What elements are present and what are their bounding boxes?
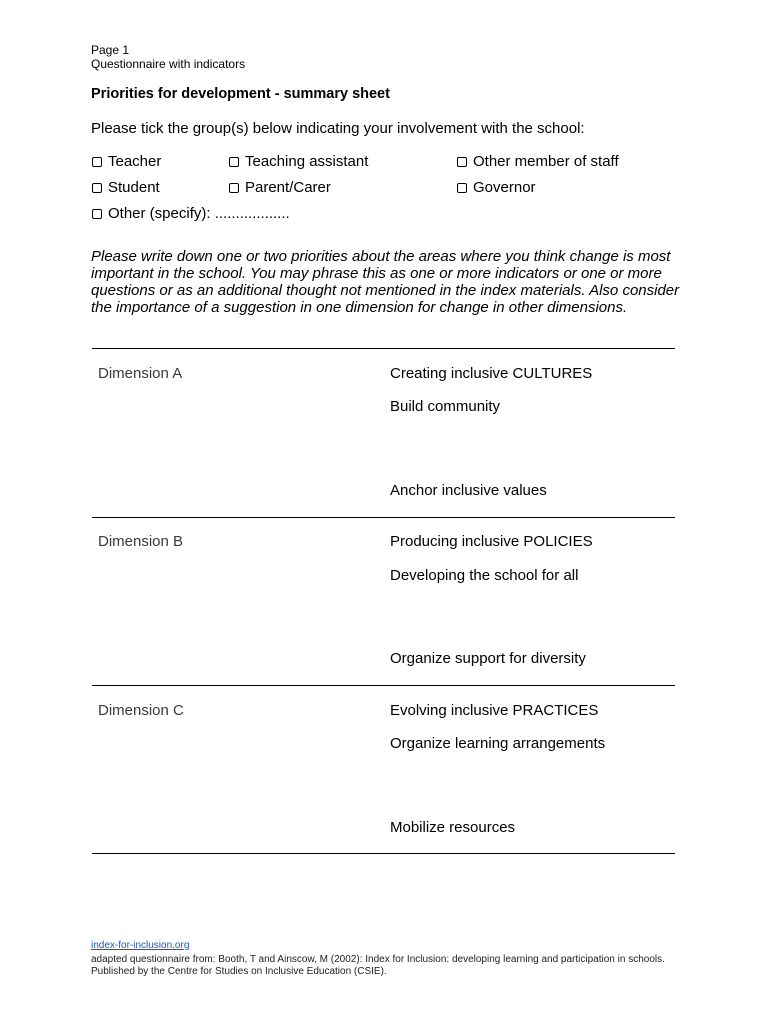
divider <box>92 517 675 518</box>
checkbox-teacher[interactable] <box>92 153 161 171</box>
checkbox-student[interactable] <box>92 179 160 197</box>
checkbox-label: Parent/Carer <box>245 179 331 196</box>
divider <box>92 685 675 686</box>
checkbox-icon[interactable] <box>229 157 239 167</box>
checkbox-other-staff[interactable] <box>457 153 619 171</box>
checkbox-parent-carer[interactable] <box>229 179 331 197</box>
page-title: Priorities for development - summary sheet <box>91 86 390 102</box>
checkbox-label: Teacher <box>108 153 162 170</box>
dimension-a-item-1: Build community <box>390 398 501 415</box>
checkbox-label: Governor <box>473 179 536 196</box>
checkbox-label: Other (specify): .................. <box>108 205 290 222</box>
dimension-b-item-1: Developing the school for all <box>390 567 579 584</box>
dimension-a-heading: Creating inclusive CULTURES <box>390 365 593 382</box>
checkbox-other-specify[interactable] <box>92 205 290 223</box>
footer-citation: adapted questionnaire from: Booth, T and Ainscow, M (2002): Index for Inclusion: developing learning and participation in schools. Published by the Centre for Studies on Inclusive Education (CSIE). <box>91 954 665 977</box>
dimension-c-item-2: Mobilize resources <box>390 819 516 836</box>
divider <box>92 853 675 854</box>
checkbox-governor[interactable] <box>457 179 536 197</box>
dimension-b-heading: Producing inclusive POLICIES <box>390 533 593 550</box>
checkbox-label: Other member of staff <box>473 153 619 170</box>
dimension-c-label: Dimension C <box>98 702 184 719</box>
checkbox-icon[interactable] <box>92 183 102 193</box>
document-subtitle: Questionnaire with indicators <box>91 57 246 71</box>
dimension-c-heading: Evolving inclusive PRACTICES <box>390 702 599 719</box>
checkbox-icon[interactable] <box>92 209 102 219</box>
dimension-a-label: Dimension A <box>98 365 183 382</box>
dimension-c-item-1: Organize learning arrangements <box>390 735 606 752</box>
dimension-a-item-2: Anchor inclusive values <box>390 482 547 499</box>
dimension-b-item-2: Organize support for diversity <box>390 650 586 667</box>
checkbox-label: Student <box>108 179 160 196</box>
checkbox-icon[interactable] <box>457 183 467 193</box>
checkbox-icon[interactable] <box>92 157 102 167</box>
instructions-paragraph: Please write down one or two priorities about the areas where you think change is most important in the school. You may phrase this as one or more indicators or one or more questions or as an additional thought not mentioned in the index materials. Also consider the importance of a suggestion in one dimension for change in other dimensions. <box>91 248 680 316</box>
footer-link[interactable]: index-for-inclusion.org <box>91 940 190 951</box>
checkbox-teaching-assistant[interactable] <box>229 153 368 171</box>
divider <box>92 348 675 349</box>
involvement-prompt: Please tick the group(s) below indicating your involvement with the school: <box>91 120 585 137</box>
dimension-b-label: Dimension B <box>98 533 184 550</box>
checkbox-label: Teaching assistant <box>245 153 369 170</box>
checkbox-icon[interactable] <box>229 183 239 193</box>
page-number: Page 1 <box>91 43 130 57</box>
checkbox-icon[interactable] <box>457 157 467 167</box>
